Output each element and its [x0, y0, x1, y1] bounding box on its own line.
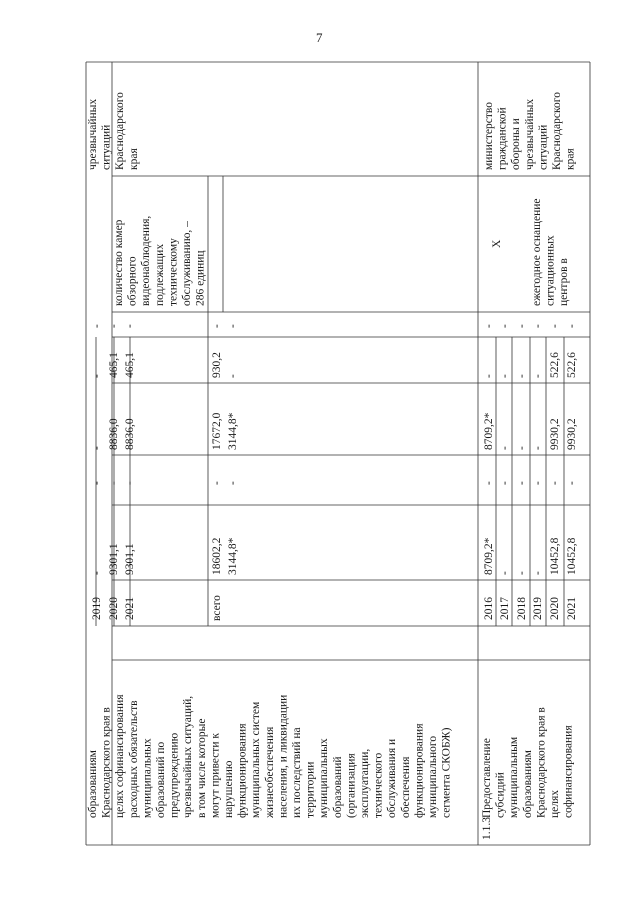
- cell-line: ситуационных: [544, 235, 557, 306]
- cell-line: 9930,2: [566, 418, 578, 450]
- total-cell: [499, 571, 511, 575]
- cell-line: -: [499, 374, 511, 378]
- extra-cell: [91, 324, 103, 328]
- cell-line: 2019: [532, 597, 544, 620]
- cell-line: -: [499, 446, 511, 450]
- description-113: [481, 707, 575, 818]
- cell-line: 3144,8*: [227, 537, 239, 575]
- cell-line: ситуаций: [100, 124, 113, 170]
- cell-line: жизнеобеспечения: [263, 726, 276, 818]
- cell-line: 9301,1: [124, 543, 136, 575]
- cell-line: -: [211, 324, 223, 328]
- cell-line: чрезвычайных: [87, 98, 99, 170]
- regional-cell: [516, 446, 528, 450]
- cell-line: обзорного: [126, 256, 139, 306]
- federal-cell: [516, 481, 528, 485]
- cell-line: -: [91, 446, 103, 450]
- cell-line: всего: [211, 595, 223, 621]
- federal-cell: [211, 481, 223, 485]
- extra-cell: [549, 324, 561, 328]
- cell-line: 10452,8: [549, 537, 561, 575]
- federal-cell: [227, 481, 239, 485]
- cell-line: функционирования: [413, 723, 426, 818]
- cell-line: края: [564, 148, 577, 170]
- cell-line: -: [91, 571, 103, 575]
- cell-line: (организация: [345, 753, 358, 818]
- page-number: 7: [316, 30, 323, 45]
- local-cell: [108, 352, 120, 378]
- cell-line: -: [108, 324, 120, 328]
- cell-line: 930,2: [211, 352, 223, 378]
- cell-line: -: [516, 324, 528, 328]
- year-cell: [499, 597, 511, 620]
- cell-line: 18602,2: [211, 537, 223, 575]
- cell-line: -: [499, 481, 511, 485]
- cell-line: -: [532, 571, 544, 575]
- cell-line: муниципальных систем: [250, 701, 263, 818]
- local-cell: [566, 352, 578, 378]
- cell-line: муниципальным: [508, 736, 521, 818]
- cell-line: населения, и ликвидации: [277, 694, 290, 818]
- regional-cell: [549, 418, 561, 450]
- local-cell: [211, 352, 223, 378]
- cell-line: 8709,2*: [483, 537, 495, 575]
- federal-cell: [499, 481, 511, 485]
- total-cell: [227, 537, 239, 575]
- cell-line: -: [516, 446, 528, 450]
- local-cell: [499, 374, 511, 378]
- regional-cell: [566, 418, 578, 450]
- year-cell: [516, 597, 528, 620]
- cell-line: образований: [331, 756, 344, 818]
- cell-line: чрезвычайных ситуаций,: [182, 695, 195, 818]
- cell-line: софинансирования: [562, 725, 575, 818]
- local-cell: [124, 352, 136, 378]
- executor-113: [483, 92, 577, 170]
- cell-line: 10452,8: [566, 537, 578, 575]
- cell-line: Краснодарского: [114, 92, 127, 170]
- local-cell: [516, 374, 528, 378]
- row-number: [481, 817, 493, 840]
- cell-line: ситуаций: [537, 124, 550, 170]
- federal-cell: [91, 481, 103, 485]
- cell-line: 2018: [516, 597, 528, 620]
- year-cell-total: [211, 595, 223, 621]
- cell-line: Х: [491, 239, 503, 248]
- cell-line: Краснодарского края в: [535, 707, 548, 818]
- cell-line: Краснодарского: [551, 92, 563, 170]
- cell-line: 8709,2*: [483, 412, 495, 450]
- cell-line: муниципального: [427, 735, 439, 818]
- cell-line: муниципальных: [141, 738, 154, 818]
- cell-line: -: [566, 481, 578, 485]
- cell-line: 1.1.3: [481, 817, 493, 840]
- total-cell: [211, 537, 223, 575]
- cell-line: 2021: [124, 597, 136, 620]
- cell-line: обороны и: [510, 118, 523, 170]
- cell-line: видеонаблюдения,: [140, 215, 153, 306]
- cell-line: 522,6: [566, 352, 578, 378]
- extra-cell: [532, 324, 544, 328]
- cell-line: ежегодное оснащение: [531, 198, 543, 306]
- cell-line: -: [499, 571, 511, 575]
- cell-line: министерство: [483, 102, 495, 170]
- cell-line: -: [499, 324, 511, 328]
- cell-line: -: [108, 481, 120, 485]
- cell-line: 8836,0: [108, 418, 120, 450]
- cell-line: -: [227, 481, 239, 485]
- cell-line: 522,6: [549, 352, 561, 378]
- extra-cell: [227, 324, 239, 328]
- cell-line: 286 единиц: [194, 250, 207, 306]
- cell-line: 465,1: [124, 352, 136, 378]
- extra-cell: [211, 324, 223, 328]
- cell-line: 2021: [566, 597, 578, 620]
- description-upper: [87, 694, 453, 819]
- year-cell: [549, 597, 561, 620]
- extra-cell: [516, 324, 528, 328]
- federal-cell: [108, 481, 120, 485]
- cell-line: технического: [372, 752, 385, 818]
- federal-cell: [532, 481, 544, 485]
- federal-cell: [566, 481, 578, 485]
- cell-line: центров в: [558, 258, 571, 306]
- cell-line: целях: [549, 789, 561, 818]
- cell-line: 2020: [108, 597, 120, 620]
- cell-line: 465,1: [108, 352, 120, 378]
- total-cell: [91, 571, 103, 575]
- cell-line: техническому: [167, 238, 180, 306]
- extra-cell: [566, 324, 578, 328]
- cell-line: 17672,0: [211, 412, 223, 450]
- cell-line: подлежащих: [153, 243, 166, 306]
- cell-line: муниципальных: [318, 738, 331, 818]
- cell-line: -: [516, 481, 528, 485]
- cell-line: -: [91, 481, 103, 485]
- local-cell: [227, 374, 239, 378]
- result-113: [531, 199, 570, 307]
- year-cell: [91, 597, 103, 620]
- total-cell: [108, 543, 120, 575]
- cell-line: -: [483, 324, 495, 328]
- cell-line: -: [532, 481, 544, 485]
- cell-line: -: [549, 481, 561, 485]
- total-cell: [483, 537, 495, 575]
- cell-line: расходных обязательств: [127, 700, 140, 818]
- total-cell: [124, 543, 136, 575]
- cell-line: -: [566, 324, 578, 328]
- federal-cell: [549, 481, 561, 485]
- cell-line: территории: [304, 761, 317, 818]
- year-cell: [483, 597, 495, 620]
- total-cell: [516, 571, 528, 575]
- cell-line: 2016: [483, 597, 495, 620]
- cell-line: могут привести к: [209, 733, 222, 818]
- regional-cell: [532, 446, 544, 450]
- cell-line: в том числе которые: [195, 718, 208, 818]
- result-upper: [113, 216, 207, 306]
- cell-line: 9930,2: [549, 418, 561, 450]
- cell-line: -: [483, 374, 495, 378]
- cell-line: -: [532, 374, 544, 378]
- cell-line: образований по: [155, 741, 167, 818]
- cell-line: -: [532, 446, 544, 450]
- cell-line: субсидий: [494, 772, 507, 818]
- regional-cell: [211, 412, 223, 450]
- year-cell: [124, 597, 136, 620]
- year-cell: [108, 597, 120, 620]
- cell-line: образованиям: [521, 750, 534, 818]
- year-cell: [532, 597, 544, 620]
- year-cell: [566, 597, 578, 620]
- cell-line: -: [483, 481, 495, 485]
- cell-line: количество камер: [113, 219, 125, 306]
- cell-line: 3144,8*: [227, 412, 239, 450]
- cell-line: эксплуатации,: [359, 748, 371, 818]
- cell-line: целях софинансирования: [114, 694, 127, 818]
- cell-line: предупреждению: [168, 732, 181, 818]
- cell-line: -: [124, 324, 136, 328]
- cell-line: -: [516, 374, 528, 378]
- cell-line: -: [227, 324, 239, 328]
- cell-line: Краснодарского края в: [100, 707, 113, 818]
- cell-line: 2017: [499, 597, 511, 620]
- cell-line: образованиям: [87, 750, 99, 818]
- cell-line: функционирования: [236, 723, 249, 818]
- cell-line: -: [91, 374, 103, 378]
- extra-cell: [124, 324, 136, 328]
- federal-cell: [124, 481, 136, 485]
- cell-line: обеспечения: [399, 756, 412, 818]
- cell-line: обслуживанию, –: [181, 221, 193, 306]
- cell-line: 2019: [91, 597, 103, 620]
- regional-cell: [108, 418, 120, 450]
- cell-line: нарушению: [223, 760, 235, 818]
- local-cell: [91, 374, 103, 378]
- cell-line: сегмента СКОБЖ): [440, 727, 453, 818]
- total-cell: [566, 537, 578, 575]
- cell-line: 8836,0: [124, 418, 136, 450]
- extra-cell: [108, 324, 120, 328]
- cell-line: края: [127, 148, 140, 170]
- cell-line: чрезвычайных: [523, 98, 536, 170]
- cell-line: -: [211, 481, 223, 485]
- extra-cell: [483, 324, 495, 328]
- executor-upper: [87, 92, 140, 170]
- cell-line: обслуживания и: [386, 738, 399, 818]
- extra-cell: [499, 324, 511, 328]
- cell-line: 9301,1: [108, 543, 120, 575]
- cell-line: их последствий на: [291, 727, 303, 818]
- cell-line: -: [516, 571, 528, 575]
- cell-line: Предоставление: [481, 738, 493, 818]
- cell-line: -: [227, 374, 239, 378]
- total-cell: [549, 537, 561, 575]
- regional-cell: [227, 412, 239, 450]
- regional-cell: [499, 446, 511, 450]
- regional-cell: [124, 418, 136, 450]
- federal-cell: [483, 481, 495, 485]
- total-cell: [532, 571, 544, 575]
- cell-line: -: [549, 324, 561, 328]
- regional-cell: [91, 446, 103, 450]
- local-cell: [532, 374, 544, 378]
- cell-line: -: [91, 324, 103, 328]
- cell-line: -: [532, 324, 544, 328]
- cell-line: гражданской: [496, 107, 509, 170]
- regional-cell: [483, 412, 495, 450]
- local-cell: [549, 352, 561, 378]
- mark-x: [491, 239, 503, 248]
- cell-line: -: [124, 481, 136, 485]
- local-cell: [483, 374, 495, 378]
- cell-line: 2020: [549, 597, 561, 620]
